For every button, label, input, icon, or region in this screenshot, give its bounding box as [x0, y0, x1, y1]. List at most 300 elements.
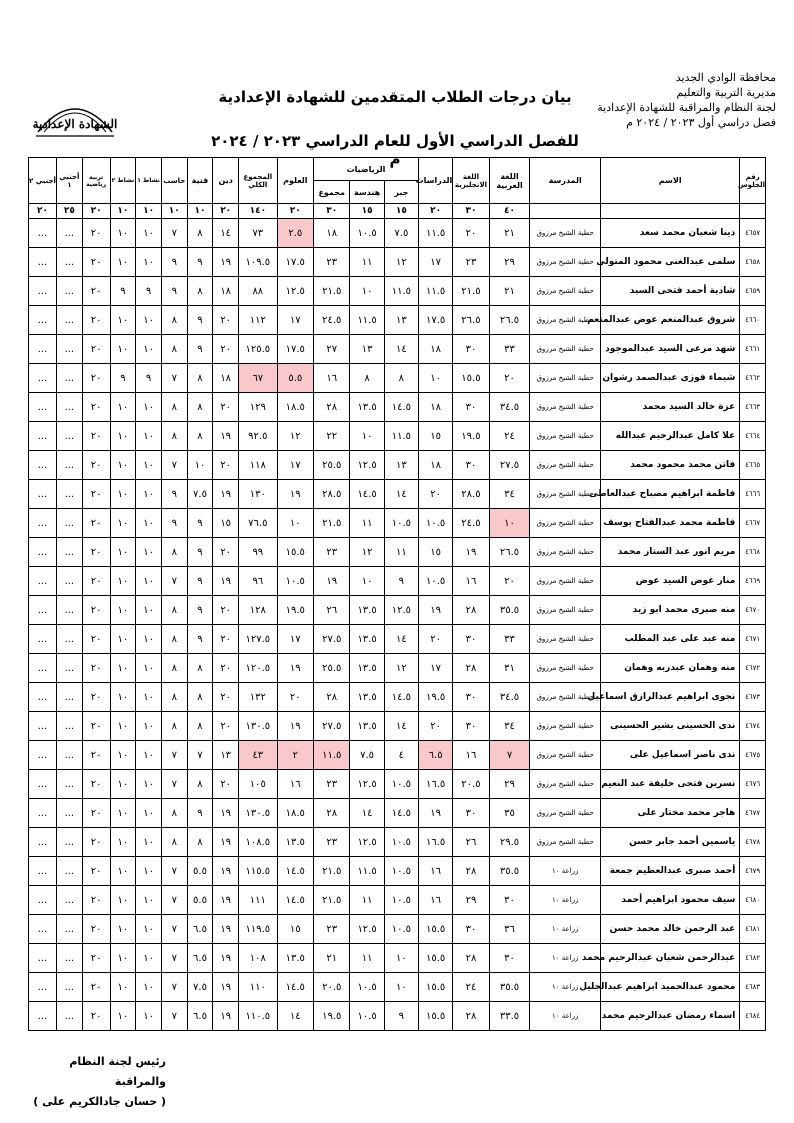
table-row: [29, 944, 766, 973]
student-name-cell: شادية أحمد فتحى السيد: [601, 277, 740, 306]
grade-cell: ٨: [161, 538, 187, 567]
grade-cell: ...: [56, 654, 82, 683]
grade-cell: ٢٨: [453, 1002, 489, 1031]
grade-cell: ١٥.٥: [418, 944, 452, 973]
grade-cell: ٨: [161, 828, 187, 857]
table-row: [29, 712, 766, 741]
grade-cell: ٢٤: [489, 422, 530, 451]
grade-cell: ...: [56, 393, 82, 422]
grade-cell: ٧: [161, 944, 187, 973]
grade-cell: ٢٠: [418, 625, 452, 654]
grade-cell: ...: [56, 567, 82, 596]
grade-cell: ٢٣: [314, 770, 350, 799]
grade-cell: ١٩: [418, 799, 452, 828]
grade-cell: ٢٠: [82, 654, 110, 683]
grade-cell: ٢٠: [82, 828, 110, 857]
grade-cell: ٧: [161, 1002, 187, 1031]
max-mark-cell: ٢٠: [418, 204, 452, 219]
grade-cell: ٢٠: [213, 625, 239, 654]
grade-cell: ٨: [161, 422, 187, 451]
grade-cell: ٢٧.٥: [489, 451, 530, 480]
table-row: [29, 480, 766, 509]
grade-cell: ٣٥.٥: [489, 857, 530, 886]
grade-cell: ...: [56, 480, 82, 509]
max-mark-cell: ١٠: [161, 204, 187, 219]
table-row: [29, 915, 766, 944]
grade-cell: ٢٠: [82, 886, 110, 915]
col-computer: حاسب: [161, 158, 187, 204]
grade-cell: ٩٢.٥: [239, 422, 278, 451]
grade-cell: ١٦: [418, 857, 452, 886]
grade-cell: ١٠: [136, 596, 162, 625]
school-cell: حطية الشيخ مرزوق: [530, 480, 601, 509]
grade-cell: ٢٠: [82, 306, 110, 335]
grade-cell: ٢٠: [82, 625, 110, 654]
grade-cell: ١٦: [277, 770, 313, 799]
grade-cell: ١٤.٥: [277, 886, 313, 915]
grade-cell: ...: [56, 509, 82, 538]
grade-cell: ١٣.٥: [350, 393, 384, 422]
seat-number-cell: ٤٦٦٣: [740, 393, 766, 422]
grade-cell: ١١.٥: [314, 741, 350, 770]
grade-cell: ٢٠: [82, 741, 110, 770]
grade-cell: ١٠: [350, 277, 384, 306]
grade-cell: ...: [29, 306, 57, 335]
grade-cell: ٢١: [314, 944, 350, 973]
grade-cell: ٢٠: [213, 451, 239, 480]
grade-cell: ٢٠: [82, 770, 110, 799]
grade-cell: ١٧.٥: [418, 306, 452, 335]
grade-cell: ١١٢: [239, 306, 278, 335]
grade-cell: ١١.٥: [350, 857, 384, 886]
grade-cell: ٩: [187, 509, 213, 538]
grade-cell: ١٩: [277, 712, 313, 741]
grade-cell: ...: [56, 248, 82, 277]
grade-cell: ٢٠: [82, 538, 110, 567]
col-name: الاسم: [601, 158, 740, 204]
grade-cell: ٢١: [489, 277, 530, 306]
grade-cell: ٢٦.٥: [453, 306, 489, 335]
grade-cell: ٧: [161, 741, 187, 770]
grade-cell: ٢١: [489, 219, 530, 248]
table-row: [29, 248, 766, 277]
grade-cell: ١٢.٥: [350, 915, 384, 944]
grade-cell: ٢٩.٥: [489, 828, 530, 857]
col-foreign2: أجنبي ٢: [29, 158, 57, 204]
max-mark-empty: [601, 204, 740, 219]
max-mark-cell: ١٥: [384, 204, 418, 219]
grade-cell: ١٣٠.٥: [239, 799, 278, 828]
grade-cell: ٨: [161, 335, 187, 364]
grade-cell: ١٠: [136, 828, 162, 857]
grade-cell: ٢٠: [213, 770, 239, 799]
col-seat: رقم الجلوس: [740, 158, 766, 204]
grade-cell: ...: [29, 480, 57, 509]
grade-cell: ١٥: [213, 509, 239, 538]
max-mark-cell: ١٤٠: [239, 204, 278, 219]
grade-cell: ٦.٥: [187, 944, 213, 973]
grade-cell: ١٩: [213, 857, 239, 886]
grade-cell: ٩: [384, 567, 418, 596]
col-activity1: نشاط ١: [136, 158, 162, 204]
grade-cell: ١٠: [136, 509, 162, 538]
table-row: [29, 422, 766, 451]
table-row: [29, 509, 766, 538]
grade-cell: ١٠: [110, 857, 136, 886]
grade-cell: ١٩: [213, 828, 239, 857]
grade-cell: ٢٠: [213, 393, 239, 422]
grade-cell: ١٨: [213, 277, 239, 306]
school-cell: حطية الشيخ مرزوق: [530, 422, 601, 451]
grade-cell: ٢٨: [314, 683, 350, 712]
grade-cell: ٩: [384, 1002, 418, 1031]
grade-cell: ٩: [136, 364, 162, 393]
grade-cell: ٢٣: [314, 828, 350, 857]
grade-cell: ٢٨: [453, 654, 489, 683]
grade-cell: ٢٠: [82, 944, 110, 973]
col-math: الرياضيات: [314, 158, 419, 181]
grade-cell: ١٠: [110, 915, 136, 944]
max-mark-cell: ٣٠: [453, 204, 489, 219]
grade-cell: ١٠٩.٥: [239, 248, 278, 277]
certificate-logo-icon: [30, 82, 120, 148]
col-pe: تربية رياضية: [82, 158, 110, 204]
grade-cell: ١١.٥: [384, 422, 418, 451]
grade-cell: ١٢٩: [239, 393, 278, 422]
grade-cell: ٢٠: [213, 335, 239, 364]
grade-cell: ٧.٥: [187, 480, 213, 509]
grade-cell: ٢٠: [82, 712, 110, 741]
grade-cell: ١٧.٥: [277, 248, 313, 277]
grade-cell: ٨: [161, 596, 187, 625]
grade-cell: ٢٠: [82, 277, 110, 306]
grade-cell: ١٠: [136, 335, 162, 364]
grade-cell: ١١: [384, 538, 418, 567]
grade-cell: ١٨: [418, 393, 452, 422]
grade-cell: ١٩: [453, 538, 489, 567]
grade-cell: ٣٥.٥: [489, 596, 530, 625]
school-cell: حطية الشيخ مرزوق: [530, 683, 601, 712]
grade-cell: ١١٠: [239, 973, 278, 1002]
grade-cell: ١٧: [418, 248, 452, 277]
table-row: [29, 306, 766, 335]
grade-cell: ١٠: [136, 973, 162, 1002]
page-title: بيان درجات الطلاب المتقدمين للشهادة الإعدادية: [218, 88, 572, 106]
grade-cell: ...: [56, 915, 82, 944]
grade-cell: ...: [56, 770, 82, 799]
student-name-cell: شهد مرعى السيد عبدالموجود: [601, 335, 740, 364]
grade-cell: ...: [56, 219, 82, 248]
student-name-cell: منه صبرى محمد ابو زيد: [601, 596, 740, 625]
grade-cell: ١٠.٥: [384, 509, 418, 538]
grade-cell: ٢٠: [82, 596, 110, 625]
grade-cell: ١١: [350, 886, 384, 915]
seat-number-cell: ٤٦٦٧: [740, 509, 766, 538]
grade-cell: ٢٩: [453, 886, 489, 915]
grade-cell: ١٠: [136, 625, 162, 654]
grade-cell: ١٠: [110, 509, 136, 538]
grade-cell: ٨: [161, 625, 187, 654]
grade-cell: ١٩.٥: [314, 1002, 350, 1031]
seat-number-cell: ٤٦٨٣: [740, 973, 766, 1002]
grade-cell: ١٩: [213, 1002, 239, 1031]
grade-cell: ١٤.٥: [277, 857, 313, 886]
grade-cell: ١٠.٥: [277, 567, 313, 596]
grade-cell: ٢٠: [82, 335, 110, 364]
student-name-cell: فاطمة ابراهيم مصباح عبدالعاطى: [601, 480, 740, 509]
grade-cell: ٦.٥: [418, 741, 452, 770]
grade-cell: ١٠: [136, 306, 162, 335]
col-english: اللغة الانجليزية: [453, 158, 489, 204]
grade-cell: ...: [29, 277, 57, 306]
grade-cell: ١٢.٥: [350, 828, 384, 857]
grade-cell: ٢١.٥: [314, 857, 350, 886]
grade-cell: ٩: [187, 596, 213, 625]
student-name-cell: ياسمين أحمد جابر حسن: [601, 828, 740, 857]
grade-cell: ٨: [161, 712, 187, 741]
grade-cell: ٢: [277, 741, 313, 770]
grade-cell: ٣٣: [489, 335, 530, 364]
grade-cell: ١٢: [350, 538, 384, 567]
grade-cell: ١٠: [110, 799, 136, 828]
grade-cell: ...: [29, 335, 57, 364]
student-name-cell: علا كامل عبدالرحيم عبدالله: [601, 422, 740, 451]
grade-cell: ١٠: [384, 944, 418, 973]
grade-cell: ١٠: [110, 219, 136, 248]
grade-cell: ١٢: [384, 248, 418, 277]
grade-cell: ...: [29, 509, 57, 538]
seat-number-cell: ٤٦٦٤: [740, 422, 766, 451]
grade-cell: ١١.٥: [418, 219, 452, 248]
seat-number-cell: ٤٦٧٤: [740, 712, 766, 741]
grade-cell: ١٩: [314, 567, 350, 596]
grade-cell: ...: [29, 1002, 57, 1031]
table-row: [29, 886, 766, 915]
max-mark-cell: ١٥: [350, 204, 384, 219]
grade-cell: ...: [29, 741, 57, 770]
table-row: [29, 741, 766, 770]
grade-cell: ١٠: [136, 799, 162, 828]
seat-number-cell: ٤٦٨٤: [740, 1002, 766, 1031]
grade-cell: ١٥.٥: [277, 538, 313, 567]
grade-cell: ١٣٠: [239, 480, 278, 509]
grade-cell: ٥.٥: [187, 857, 213, 886]
grade-cell: ٨: [384, 364, 418, 393]
grade-cell: ١١.٥: [418, 277, 452, 306]
grade-cell: ٧: [187, 741, 213, 770]
grade-cell: ٢٠: [82, 480, 110, 509]
grade-cell: ١٠: [110, 451, 136, 480]
grade-cell: ١٣: [384, 451, 418, 480]
grade-cell: ٧.٥: [384, 219, 418, 248]
grade-cell: ٩: [110, 364, 136, 393]
grade-cell: ١٠: [110, 944, 136, 973]
school-cell: حطية الشيخ مرزوق: [530, 799, 601, 828]
grade-cell: ١٤.٥: [350, 480, 384, 509]
max-mark-cell: ١٠: [187, 204, 213, 219]
grade-cell: ٣٠: [453, 451, 489, 480]
grade-cell: ...: [56, 886, 82, 915]
grade-cell: ١٢: [384, 654, 418, 683]
grade-cell: ٩: [161, 248, 187, 277]
grade-cell: ١٩: [213, 973, 239, 1002]
grade-cell: ٢٩: [489, 248, 530, 277]
grade-cell: ٨: [187, 770, 213, 799]
grade-cell: ٦٧: [239, 364, 278, 393]
grade-cell: ١٤: [213, 219, 239, 248]
grade-cell: ١١١: [239, 886, 278, 915]
grade-cell: ١٠: [136, 248, 162, 277]
grade-cell: ٨: [187, 393, 213, 422]
grade-cell: ٧: [161, 451, 187, 480]
grade-cell: ...: [29, 944, 57, 973]
grade-cell: ٢٠: [82, 567, 110, 596]
grade-cell: ...: [29, 567, 57, 596]
grade-cell: ٨: [161, 683, 187, 712]
grade-cell: ...: [56, 277, 82, 306]
seat-number-cell: ٤٦٦٨: [740, 538, 766, 567]
grade-cell: ١١.٥: [350, 306, 384, 335]
grade-cell: ١٤.٥: [384, 799, 418, 828]
grade-cell: ...: [56, 1002, 82, 1031]
grade-cell: ...: [29, 596, 57, 625]
grade-cell: ٢٣: [314, 248, 350, 277]
grade-cell: ٢٠: [82, 799, 110, 828]
student-name-cell: سلمى عبدالغنى محمود المتولى: [601, 248, 740, 277]
grade-cell: ١٩.٥: [277, 596, 313, 625]
grade-cell: ٣٤.٥: [489, 683, 530, 712]
col-religion: دين: [213, 158, 239, 204]
grade-cell: ٢١.٥: [314, 509, 350, 538]
grade-cell: ١٨.٥: [277, 393, 313, 422]
grade-cell: ١٩: [213, 915, 239, 944]
grade-cell: ٨: [161, 799, 187, 828]
grade-cell: ١٩: [277, 654, 313, 683]
student-name-cell: هاجر محمد مختار على: [601, 799, 740, 828]
grade-cell: ٢٠: [82, 248, 110, 277]
grade-cell: ١٢: [277, 422, 313, 451]
grades-table-body: [29, 219, 766, 1031]
grade-cell: ١٠: [110, 596, 136, 625]
grade-cell: ٩٦: [239, 567, 278, 596]
grade-cell: ...: [56, 683, 82, 712]
grade-cell: ٩: [110, 277, 136, 306]
grade-cell: ٢٨: [314, 393, 350, 422]
grade-cell: ١٠: [136, 915, 162, 944]
grade-cell: ١٠: [110, 335, 136, 364]
grade-cell: ...: [56, 944, 82, 973]
grade-cell: ٤: [384, 741, 418, 770]
grade-cell: ٢٠: [213, 596, 239, 625]
page-subtitle: للفصل الدراسي الأول للعام الدراسي ٢٠٢٣ / ٢٠٢٤ م: [211, 132, 579, 168]
grade-cell: ١٠: [136, 944, 162, 973]
col-algebra: جبر: [384, 181, 418, 204]
col-math-total: مجموع: [314, 181, 350, 204]
grade-cell: ١٨: [213, 364, 239, 393]
grade-cell: ١٢٠.٥: [239, 654, 278, 683]
grade-cell: ١١.٥: [384, 277, 418, 306]
grade-cell: ٨: [187, 422, 213, 451]
grade-cell: ٢٦: [453, 828, 489, 857]
col-studies: الدراسات: [418, 158, 452, 204]
grade-cell: ...: [29, 712, 57, 741]
grade-cell: ١٢.٥: [384, 596, 418, 625]
seat-number-cell: ٤٦٧١: [740, 625, 766, 654]
grade-cell: ...: [29, 857, 57, 886]
grade-cell: ١٠.٥: [350, 1002, 384, 1031]
grade-cell: ١٧: [277, 625, 313, 654]
school-cell: حطية الشيخ مرزوق: [530, 654, 601, 683]
grade-cell: ٢٨: [453, 596, 489, 625]
grade-cell: ٧.٥: [187, 973, 213, 1002]
col-arabic: اللغة العربية: [489, 158, 530, 204]
grade-cell: ١٠: [110, 1002, 136, 1031]
grade-cell: ١٤: [350, 799, 384, 828]
table-row: [29, 799, 766, 828]
grade-cell: ١٠: [136, 683, 162, 712]
grade-cell: ٧: [161, 567, 187, 596]
student-name-cell: منه وهمان عبدربه وهمان: [601, 654, 740, 683]
seat-number-cell: ٤٦٧٥: [740, 741, 766, 770]
school-cell: زراعة ١٠: [530, 944, 601, 973]
grade-cell: ٢٥.٥: [314, 654, 350, 683]
grade-cell: ١٣.٥: [277, 828, 313, 857]
grade-cell: ١٠: [110, 973, 136, 1002]
grade-cell: ٨: [187, 683, 213, 712]
grade-cell: ...: [29, 538, 57, 567]
grade-cell: ١٠.٥: [384, 770, 418, 799]
grade-cell: ١٩: [213, 567, 239, 596]
grade-cell: ٧.٥: [350, 741, 384, 770]
grade-cell: ...: [29, 886, 57, 915]
student-name-cell: شيماء فوزى عبدالصمد رشوان: [601, 364, 740, 393]
grade-cell: ٨: [187, 712, 213, 741]
grade-cell: ٢٠: [213, 654, 239, 683]
table-row: [29, 335, 766, 364]
grade-cell: ١٠.٥: [384, 857, 418, 886]
grade-cell: ١٩: [213, 886, 239, 915]
grade-cell: ١٥.٥: [418, 915, 452, 944]
grade-cell: ١٦: [453, 741, 489, 770]
grade-cell: ١٩: [213, 422, 239, 451]
grade-cell: ٣٤: [489, 712, 530, 741]
seat-number-cell: ٤٦٥٨: [740, 248, 766, 277]
grade-cell: ٣٠: [453, 712, 489, 741]
col-science: العلوم: [277, 158, 313, 204]
grade-cell: ١٣: [384, 306, 418, 335]
grade-cell: ٢٨.٥: [314, 480, 350, 509]
student-name-cell: نسرين فتحى خليفة عبد النعيم: [601, 770, 740, 799]
grade-cell: ...: [29, 248, 57, 277]
grade-cell: ٨: [161, 393, 187, 422]
school-cell: زراعة ١٠: [530, 857, 601, 886]
grade-cell: ١٠: [110, 567, 136, 596]
student-name-cell: منه عبد على عبد المطلب: [601, 625, 740, 654]
grade-cell: ٢٠: [277, 683, 313, 712]
committee-line: لجنة النظام والمراقبة للشهادة الإعدادية: [597, 101, 776, 114]
grade-cell: ٣٠: [453, 683, 489, 712]
grade-cell: ٨٨: [239, 277, 278, 306]
grade-cell: ١٠: [136, 712, 162, 741]
grade-cell: ١٥: [418, 422, 452, 451]
grade-cell: ١١٥.٥: [239, 857, 278, 886]
table-row: [29, 1002, 766, 1031]
grade-cell: ٢٠: [213, 712, 239, 741]
grade-cell: ٢٠.٥: [453, 770, 489, 799]
governorate-line: محافظة الوادي الجديد: [675, 71, 776, 84]
term-line: فصل دراسي أول ٢٠٢٣ / ٢٠٢٤ م: [626, 116, 776, 129]
grade-cell: ٢٠: [82, 393, 110, 422]
